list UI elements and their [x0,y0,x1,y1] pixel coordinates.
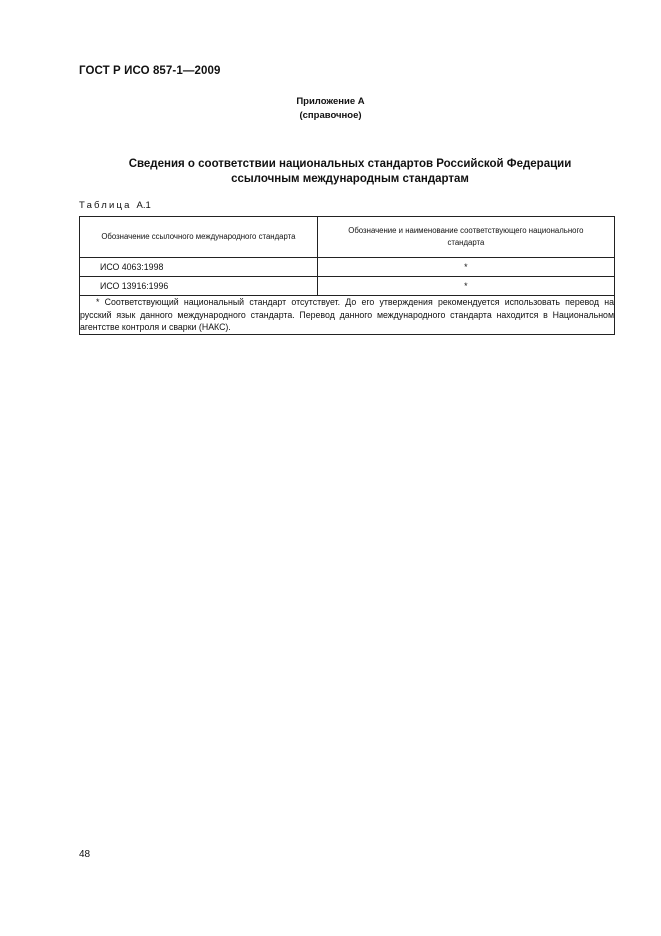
table-row [80,277,615,296]
correspondence-table [79,216,615,335]
national-standard-cell: * [317,277,614,296]
table-row [80,258,615,277]
intl-standard-cell: ИСО 13916:1996 [80,277,318,296]
table-header-row [80,217,615,258]
annex-heading [0,95,661,123]
column-header-national-standard [317,217,614,258]
national-standard-cell: * [317,258,614,277]
section-title-line-2: ссылочным международным стандартам [231,173,469,185]
table-footnote-text: * Соответствующий национальный стандарт отсутствует. До его утверждения рекомендуется использовать перевод на русский язык данного международного стандарта. Перевод данного международного стандарта находится в Национальном агентстве контроля и сварки (НАКС). [80,297,614,332]
table-footnote-cell [80,296,615,335]
annex-type: (справочное) [299,110,362,121]
intl-standard-cell: ИСО 4063:1998 [80,258,318,277]
section-title-line-1: Сведения о соответствии национальных стандартов Российской Федерации [128,158,572,170]
document-header: ГОСТ Р ИСО 857-1—2009 [79,65,221,77]
section-title [60,157,640,187]
table-caption-label: Таблица [79,200,132,211]
column-header-intl-standard: Обозначение ссылочного международного стандарта [80,217,318,258]
page-number: 48 [79,849,91,860]
table-footnote-row [80,296,615,335]
column-header-national-standard-text: Обозначение и наименование соответствующего национального стандарта [348,226,584,247]
table-caption-number: А.1 [136,200,151,211]
table-caption [79,200,151,211]
annex-label: Приложение А [296,96,365,107]
